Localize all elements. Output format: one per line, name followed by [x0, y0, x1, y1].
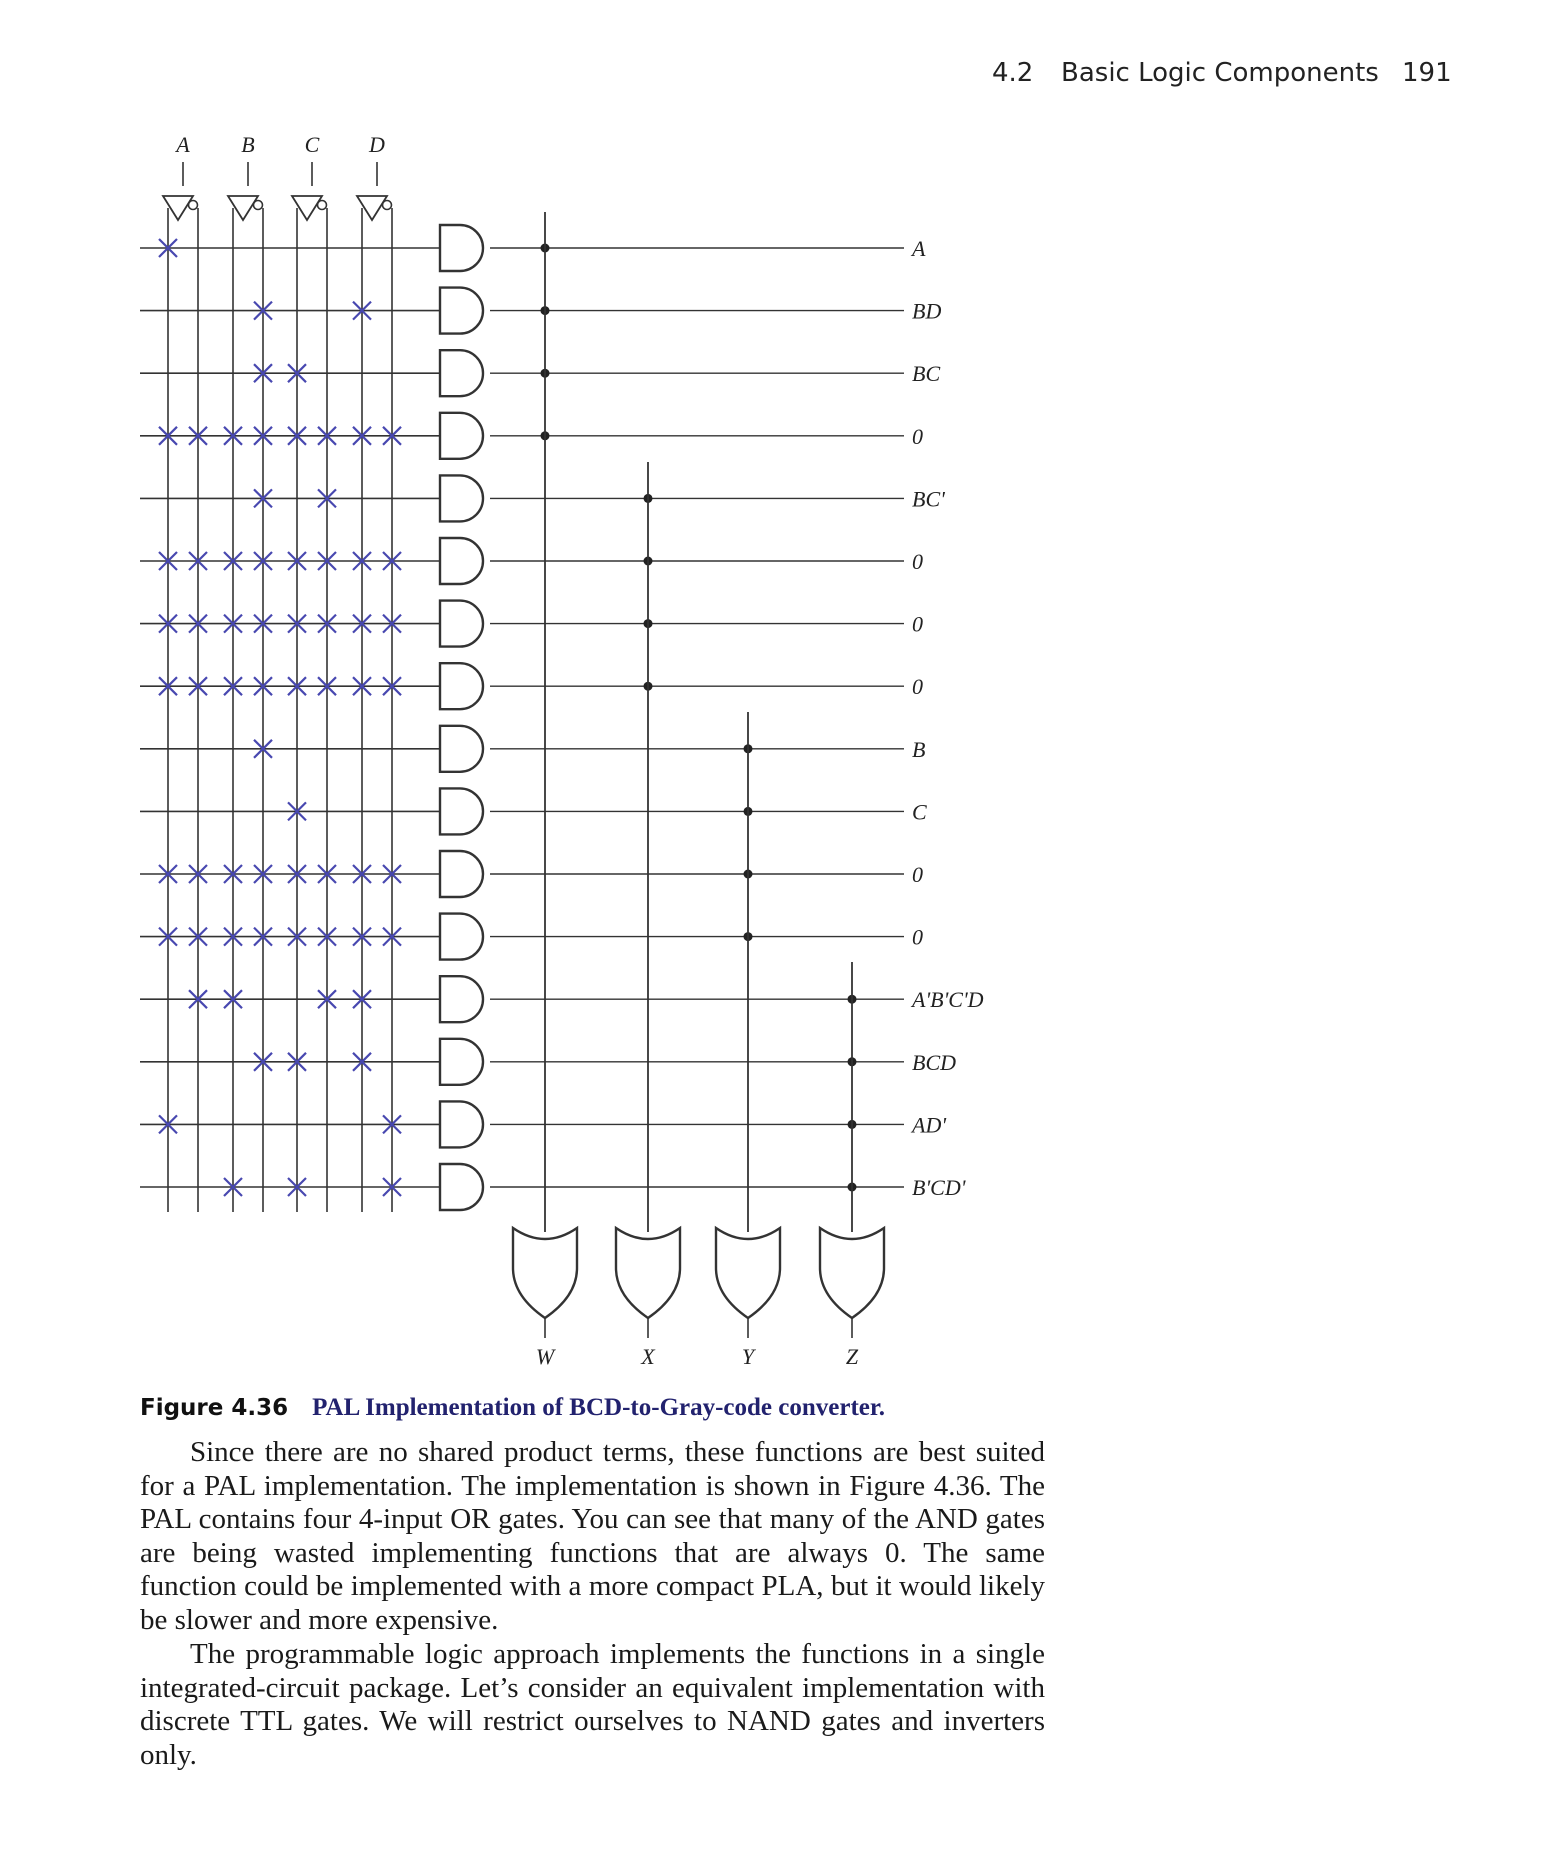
figure-caption-label: Figure 4.36	[140, 1395, 289, 1421]
and-gate-icon	[440, 726, 483, 772]
inverter-bubble-icon	[189, 201, 198, 210]
and-gate-icon	[440, 1164, 483, 1210]
input-label: C	[304, 132, 320, 157]
and-gate-icon	[440, 288, 483, 334]
output-label: Y	[741, 1344, 755, 1369]
running-head-section-number: 4.2	[992, 58, 1034, 88]
output-label: X	[641, 1344, 655, 1369]
product-term-label: BC'	[912, 486, 945, 512]
product-term-label: 0	[912, 423, 923, 449]
product-term-label: A	[912, 236, 926, 261]
and-gate-icon	[440, 538, 483, 584]
output-label: Z	[845, 1344, 859, 1369]
product-term-label: 0	[912, 611, 923, 637]
or-gate-icon	[616, 1228, 680, 1318]
product-term-label: A'B'C'D	[912, 987, 984, 1013]
input-label: A	[176, 132, 190, 157]
figure-caption	[140, 1394, 1240, 1422]
figure-caption-text: PAL Implementation of BCD-to-Gray-code converter.	[312, 1394, 885, 1421]
body-paragraph-2: The programmable logic approach implements the functions in a single integrated-circuit package. Let’s consider an equivalent implementation with discrete TTL gates. We will restrict ourselves to NAND gates and inverters only.	[140, 1638, 1045, 1771]
product-term-label: BD	[912, 298, 942, 324]
product-term-label: C	[912, 799, 927, 825]
or-gate-icon	[820, 1228, 884, 1318]
and-gate-icon	[440, 851, 483, 897]
product-term-label: 0	[912, 924, 923, 950]
inverter-bubble-icon	[383, 201, 392, 210]
output-label: W	[535, 1344, 555, 1369]
input-label: D	[369, 132, 385, 157]
product-term-label: BC	[912, 361, 941, 387]
product-term-label: B	[912, 736, 926, 762]
and-gate-icon	[440, 663, 483, 709]
product-term-label: 0	[912, 862, 923, 887]
and-gate-icon	[440, 601, 483, 647]
and-gate-icon	[440, 475, 483, 521]
page-number: 191	[1402, 58, 1452, 88]
input-label: B	[241, 132, 255, 157]
and-gate-icon	[440, 1101, 483, 1147]
inverter-bubble-icon	[254, 201, 263, 210]
product-term-label: B'CD'	[912, 1175, 966, 1200]
and-gate-icon	[440, 976, 483, 1022]
and-gate-icon	[440, 788, 483, 834]
or-gate-icon	[513, 1228, 577, 1318]
and-gate-icon	[440, 1039, 483, 1085]
product-term-label: 0	[912, 674, 923, 700]
and-gate-icon	[440, 350, 483, 396]
and-gate-icon	[440, 413, 483, 459]
body-paragraph-1: Since there are no shared product terms, these functions are best suited for a PAL implementation. The implementation is shown in Figure 4.36. The PAL contains four 4-input OR gates. You can see that many of the AND gates are being wasted implementing functions that are always 0. The same function could be implemented with a more compact PLA, but it would likely be slower and more expensive.	[140, 1436, 1045, 1636]
product-term-label: BCD	[912, 1049, 956, 1075]
running-head-section-title: Basic Logic Components	[1061, 58, 1379, 88]
and-gate-icon	[440, 225, 483, 271]
product-term-label: 0	[912, 549, 923, 574]
product-term-label: AD'	[912, 1112, 947, 1138]
or-gate-icon	[716, 1228, 780, 1318]
inverter-bubble-icon	[318, 201, 327, 210]
and-gate-icon	[440, 914, 483, 960]
